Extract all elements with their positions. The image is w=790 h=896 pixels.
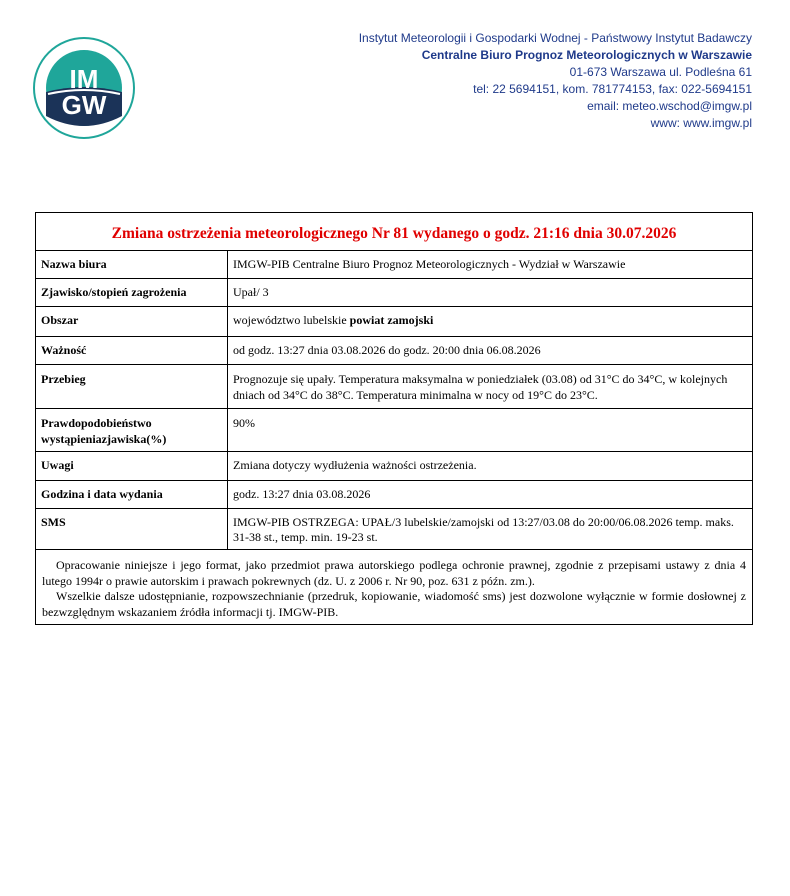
header-address: 01-673 Warszawa ul. Podleśna 61 xyxy=(569,65,752,79)
header-phone: tel: 22 5694151, kom. 781774153, fax: 022-5694151 xyxy=(473,82,752,96)
institute-header xyxy=(232,30,752,132)
label-validity: Ważność xyxy=(36,337,228,365)
copyright-paragraph: Opracowanie niniejsze i jego format, jako przedmiot prawa autorskiego podlega ochronie prawnej, zgodnie z przepisami ustawy z dnia 4 lutego 1994r o prawie autorskim i prawach pokrewnych (dz. U. z 2006 r. Nr 90, poz. 631 z późn. zm.). xyxy=(42,558,746,588)
table-row xyxy=(36,509,753,550)
label-remarks: Uwagi xyxy=(36,452,228,481)
label-sms: SMS xyxy=(36,509,228,550)
header-institute-name: Instytut Meteorologii i Gospodarki Wodnej - Państwowy Instytut Badawczy xyxy=(358,31,752,45)
header-bureau-name: Centralne Biuro Prognoz Meteorologicznych w Warszawie xyxy=(421,48,752,62)
table-row xyxy=(36,481,753,509)
value-probability: 90% xyxy=(228,409,753,452)
header-website[interactable]: www: www.imgw.pl xyxy=(650,116,752,130)
distribution-paragraph: Wszelkie dalsze udostępnianie, rozpowszechnianie (przedruk, kopiowanie, wiadomość sms) jest dozwolone wyłącznie w formie dosłownej z bezwzględnym wskazaniem źródła informacji tj. IMGW-PIB. xyxy=(42,589,746,619)
warning-table xyxy=(35,212,753,625)
value-phenomenon: Upał/ 3 xyxy=(228,279,753,307)
label-course: Przebieg xyxy=(36,365,228,409)
table-row xyxy=(36,409,753,452)
value-course: Prognozuje się upały. Temperatura maksymalna w poniedziałek (03.08) od 31°C do 34°C, w kolejnych dniach od 34°C do 38°C. Temperatura minimalna w nocy od 19°C do 23°C. xyxy=(228,365,753,409)
table-row xyxy=(36,365,753,409)
label-office: Nazwa biura xyxy=(36,251,228,279)
copyright-notice xyxy=(36,550,753,625)
value-remarks: Zmiana dotyczy wydłużenia ważności ostrzeżenia. xyxy=(228,452,753,481)
label-probability: Prawdopodobieństwo wystąpieniazjawiska(%) xyxy=(36,409,228,452)
header-email[interactable]: email: meteo.wschod@imgw.pl xyxy=(587,99,752,113)
table-row xyxy=(36,307,753,337)
value-area-county: powiat zamojski xyxy=(349,313,434,327)
imgw-logo-graphic xyxy=(32,36,136,140)
value-area-voivodeship: województwo lubelskie xyxy=(233,313,350,327)
value-issue-time: godz. 13:27 dnia 03.08.2026 xyxy=(228,481,753,509)
table-row xyxy=(36,337,753,365)
logo-text-top: IM xyxy=(69,64,99,94)
value-validity: od godz. 13:27 dnia 03.08.2026 do godz. 20:00 dnia 06.08.2026 xyxy=(228,337,753,365)
label-phenomenon: Zjawisko/stopień zagrożenia xyxy=(36,279,228,307)
imgw-logo xyxy=(32,36,136,140)
warning-title: Zmiana ostrzeżenia meteorologicznego Nr 81 wydanego o godz. 21:16 dnia 30.07.2026 xyxy=(36,213,753,251)
table-row xyxy=(36,279,753,307)
label-area: Obszar xyxy=(36,307,228,337)
value-office: IMGW-PIB Centralne Biuro Prognoz Meteorologicznych - Wydział w Warszawie xyxy=(228,251,753,279)
value-area xyxy=(228,307,753,337)
value-sms: IMGW-PIB OSTRZEGA: UPAŁ/3 lubelskie/zamojski od 13:27/03.08 do 20:00/06.08.2026 temp. maks. 31-38 st., temp. min. 19-23 st. xyxy=(228,509,753,550)
table-row xyxy=(36,251,753,279)
table-row xyxy=(36,452,753,481)
logo-text-bottom: GW xyxy=(61,90,107,120)
label-issue-time: Godzina i data wydania xyxy=(36,481,228,509)
